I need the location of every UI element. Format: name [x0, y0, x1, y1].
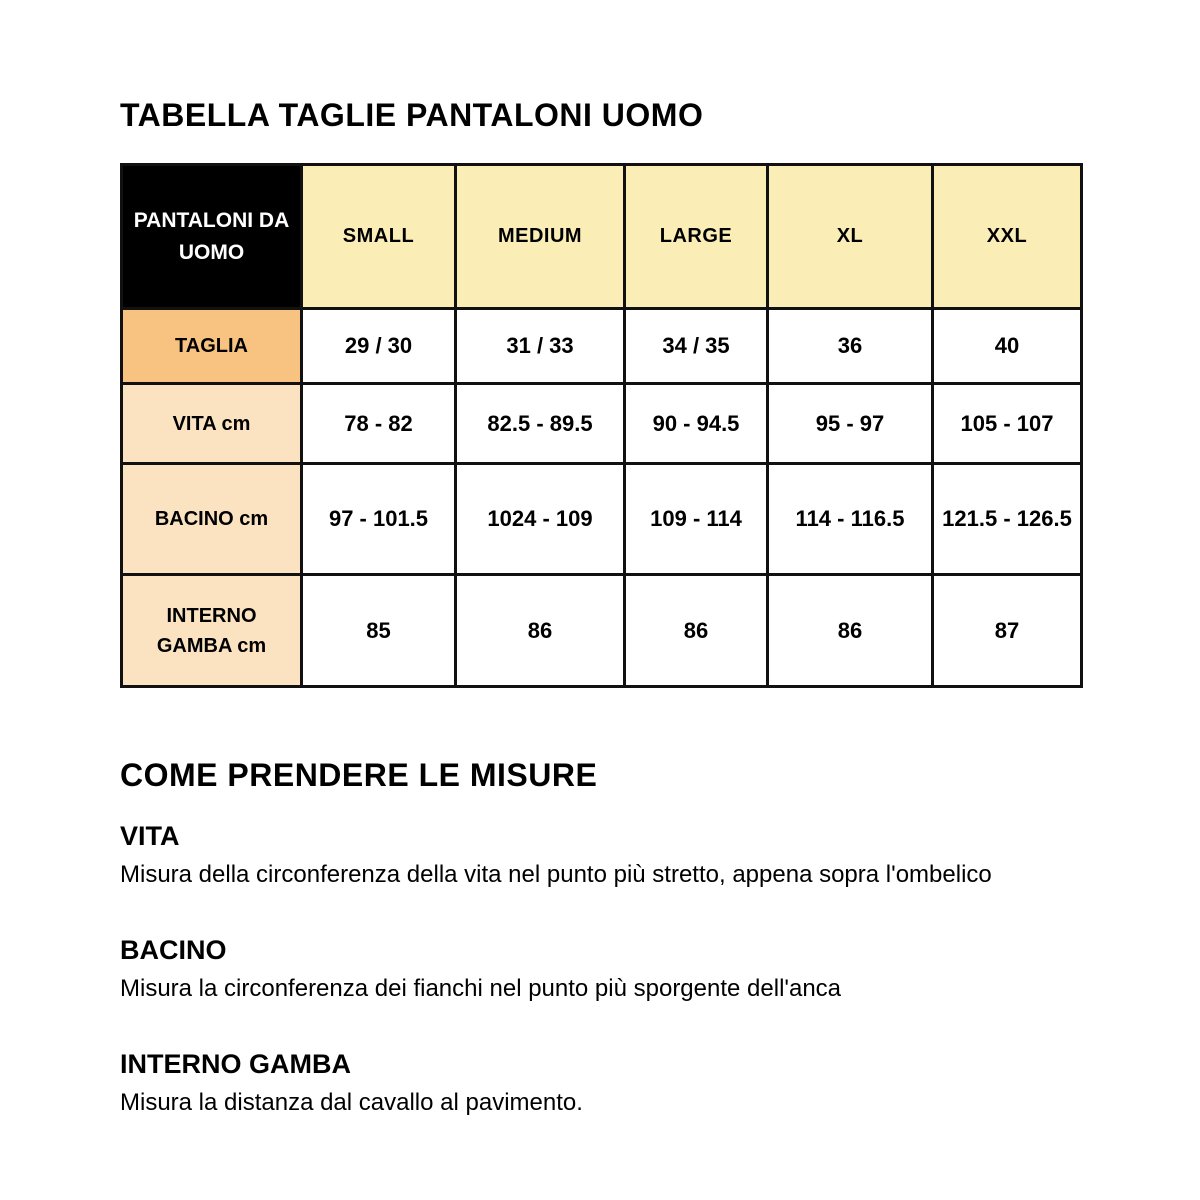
cell-taglia-large: 34 / 35 — [625, 309, 768, 384]
cell-bacino-xxl: 121.5 - 126.5 — [933, 464, 1082, 575]
measure-guide-title: COME PRENDERE LE MISURE — [120, 757, 598, 793]
size-table — [120, 163, 1083, 688]
cell-taglia-small: 29 / 30 — [302, 309, 456, 384]
measure-heading-vita: VITA — [120, 821, 180, 851]
column-header-xxl: XXL — [933, 165, 1082, 309]
measure-heading-interno-gamba: INTERNO GAMBA — [120, 1049, 351, 1079]
column-header-large: LARGE — [625, 165, 768, 309]
cell-interno-xl: 86 — [768, 575, 933, 687]
measure-text-bacino: Misura la circonferenza dei fianchi nel punto più sporgente dell'anca — [120, 975, 842, 1002]
column-header-xl: XL — [768, 165, 933, 309]
cell-vita-large: 90 - 94.5 — [625, 384, 768, 464]
cell-vita-small: 78 - 82 — [302, 384, 456, 464]
table-header-row — [122, 165, 1082, 309]
cell-interno-medium: 86 — [456, 575, 625, 687]
row-label-vita: VITA cm — [122, 384, 302, 464]
table-corner-cell: PANTALONI DA UOMO — [122, 165, 302, 309]
row-label-taglia: TAGLIA — [122, 309, 302, 384]
cell-bacino-small: 97 - 101.5 — [302, 464, 456, 575]
table-row-bacino — [122, 464, 1082, 575]
cell-interno-xxl: 87 — [933, 575, 1082, 687]
cell-interno-large: 86 — [625, 575, 768, 687]
cell-vita-medium: 82.5 - 89.5 — [456, 384, 625, 464]
cell-taglia-xxl: 40 — [933, 309, 1082, 384]
cell-bacino-medium: 1024 - 109 — [456, 464, 625, 575]
measure-text-interno-gamba: Misura la distanza dal cavallo al pavimento. — [120, 1089, 583, 1116]
measure-section-interno-gamba — [120, 1048, 1080, 1118]
measure-heading-bacino: BACINO — [120, 935, 227, 965]
cell-vita-xxl: 105 - 107 — [933, 384, 1082, 464]
table-row-taglia — [122, 309, 1082, 384]
measure-section-bacino — [120, 934, 1080, 1004]
cell-interno-small: 85 — [302, 575, 456, 687]
row-label-interno-gamba: INTERNO GAMBA cm — [122, 575, 302, 687]
table-row-vita — [122, 384, 1082, 464]
measure-text-vita: Misura della circonferenza della vita nel punto più stretto, appena sopra l'ombelico — [120, 861, 992, 888]
cell-taglia-medium: 31 / 33 — [456, 309, 625, 384]
cell-bacino-xl: 114 - 116.5 — [768, 464, 933, 575]
column-header-small: SMALL — [302, 165, 456, 309]
cell-bacino-large: 109 - 114 — [625, 464, 768, 575]
measure-section-vita — [120, 820, 1080, 890]
table-row-interno-gamba — [122, 575, 1082, 687]
page-title: TABELLA TAGLIE PANTALONI UOMO — [120, 97, 704, 133]
column-header-medium: MEDIUM — [456, 165, 625, 309]
cell-vita-xl: 95 - 97 — [768, 384, 933, 464]
cell-taglia-xl: 36 — [768, 309, 933, 384]
row-label-bacino: BACINO cm — [122, 464, 302, 575]
